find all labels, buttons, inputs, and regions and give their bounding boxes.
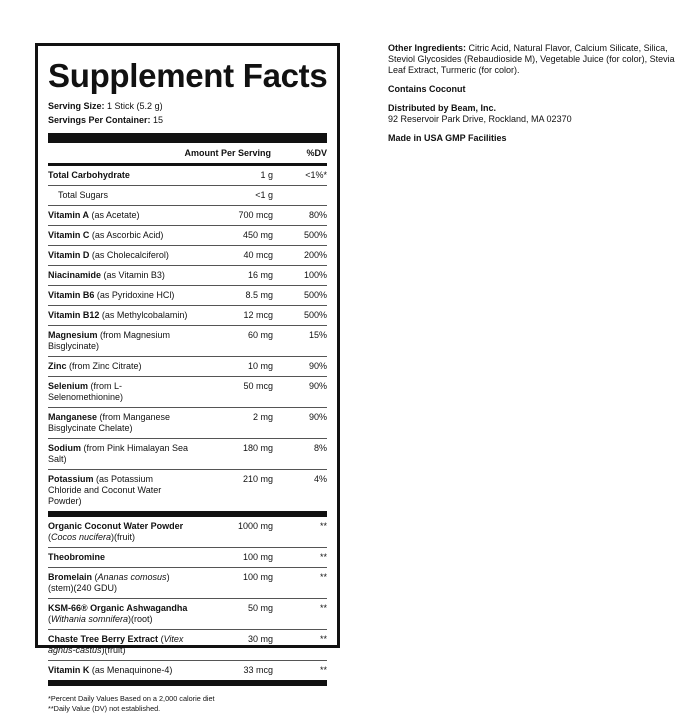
ingredient-latin-name: Cocos nucifera	[51, 532, 112, 542]
footnotes	[48, 694, 327, 714]
ingredient-name-bold: KSM-66® Organic Ashwagandha	[48, 603, 188, 613]
ingredient-name: Chaste Tree Berry Extract (Vitex agnus-castus)(fruit)	[48, 634, 184, 655]
nutrient-amount: 60 mg	[247, 330, 273, 340]
nutrient-source: (from L-Selenomethionine)	[48, 381, 124, 402]
ingredient-row	[48, 517, 327, 548]
nutrient-source: (as Potassium Chloride and Coconut Water Powder)	[48, 474, 162, 506]
nutrient-name-bold: Selenium	[48, 381, 89, 391]
ingredient-dv: **	[319, 572, 327, 582]
origin-statement	[388, 133, 678, 144]
nutrient-dv: 8%	[313, 443, 327, 453]
ingredient-name-bold: Bromelain	[48, 572, 93, 582]
nutrient-amount: 8.5 mg	[245, 290, 273, 300]
thick-divider	[48, 133, 327, 143]
ingredient-latin-name: Vitex agnus-castus	[48, 634, 184, 655]
nutrient-source: (as Vitamin B3)	[101, 270, 165, 280]
nutrient-source: (from Magnesium Bisglycinate)	[48, 330, 171, 351]
column-header-row	[48, 143, 327, 166]
ingredient-row	[48, 599, 327, 630]
label-info	[388, 43, 678, 152]
allergen-statement	[388, 84, 678, 95]
nutrient-name	[48, 250, 193, 261]
ingredient-name	[48, 665, 193, 676]
ingredient-part: (fruit)	[114, 532, 136, 542]
ingredient-amount: 50 mg	[247, 603, 273, 613]
nutrient-dv: <1%*	[305, 170, 327, 180]
nutrient-name	[48, 290, 193, 301]
nutrient-amount: 450 mg	[242, 230, 273, 240]
nutrient-row	[48, 166, 327, 186]
nutrient-name	[48, 361, 193, 372]
nutrient-row	[48, 186, 327, 206]
amount-column-header: Amount Per Serving	[184, 148, 271, 158]
serving-size-value: 1 Stick (5.2 g)	[107, 101, 163, 111]
ingredient-amount: 1000 mg	[237, 521, 273, 531]
nutrient-amount: 10 mg	[247, 361, 273, 371]
nutrient-name	[48, 412, 193, 434]
nutrient-amount: 1 g	[260, 170, 273, 180]
ingredient-name	[48, 552, 193, 563]
nutrient-row	[48, 266, 327, 286]
nutrient-name	[48, 443, 193, 465]
nutrient-name-bold: Zinc	[48, 361, 67, 371]
made-in-text: Made in USA GMP Facilities	[388, 133, 507, 143]
supplement-facts-panel	[35, 43, 340, 713]
nutrient-row	[48, 226, 327, 246]
nutrient-row	[48, 377, 327, 408]
nutrient-source: (from Pink Himalayan Sea Salt)	[48, 443, 189, 464]
footnote-percent-dv: *Percent Daily Values Based on a 2,000 calorie diet	[48, 694, 215, 703]
nutrient-amount: 700 mcg	[238, 210, 273, 220]
nutrient-source: (from Manganese Bisglycinate Chelate)	[48, 412, 171, 433]
ingredient-row	[48, 568, 327, 599]
nutrient-dv: 100%	[303, 270, 327, 280]
ingredient-row	[48, 548, 327, 568]
contains-text: Contains Coconut	[388, 84, 466, 94]
ingredient-amount: 100 mg	[242, 572, 273, 582]
ingredient-name-bold: Vitamin K	[48, 665, 90, 675]
distributor-address: 92 Reservoir Park Drive, Rockland, MA 02370	[388, 114, 572, 124]
nutrient-name-bold: Vitamin B6	[48, 290, 95, 300]
nutrient-dv: 200%	[303, 250, 327, 260]
nutrient-source: Total Sugars	[58, 190, 109, 200]
ingredient-dv: **	[319, 634, 327, 644]
ingredient-row	[48, 630, 327, 661]
nutrient-row	[48, 408, 327, 439]
other-ingredients-label: Other Ingredients:	[388, 43, 467, 53]
nutrient-name-bold: Niacinamide	[48, 270, 102, 280]
ingredient-dv: **	[319, 552, 327, 562]
nutrient-dv: 500%	[303, 230, 327, 240]
nutrient-name	[48, 381, 193, 403]
ingredient-dv: **	[319, 521, 327, 531]
ingredient-name-bold: Organic Coconut Water Powder	[48, 521, 184, 531]
nutrient-dv	[277, 190, 327, 201]
nutrient-row	[48, 357, 327, 377]
nutrient-amount: 210 mg	[242, 474, 273, 484]
dv-column-header: %DV	[306, 148, 327, 158]
servings-per-container	[48, 113, 327, 127]
nutrient-name-bold: Magnesium	[48, 330, 98, 340]
ingredient-part: (fruit)	[104, 645, 126, 655]
ingredient-latin-name: Withania somnifera	[51, 614, 128, 624]
ingredient-name: KSM-66® Organic Ashwagandha (Withania somnifera)(root)	[48, 603, 188, 624]
nutrient-dv: 500%	[303, 310, 327, 320]
nutrient-dv: 90%	[308, 381, 327, 391]
serving-size	[48, 99, 327, 113]
ingredient-list	[48, 517, 327, 680]
nutrient-name-bold: Vitamin C	[48, 230, 90, 240]
nutrient-name-bold: Vitamin B12	[48, 310, 100, 320]
nutrient-name-bold: Manganese	[48, 412, 98, 422]
distributor	[388, 103, 678, 125]
nutrient-row	[48, 470, 327, 511]
nutrient-name-bold: Total Carbohydrate	[48, 170, 130, 180]
nutrient-list	[48, 166, 327, 511]
nutrient-name-bold: Vitamin A	[48, 210, 90, 220]
nutrient-amount: 12 mcg	[243, 310, 273, 320]
ingredient-name: Organic Coconut Water Powder (Cocos nucifera)(fruit)	[48, 521, 184, 542]
distributor-name: Distributed by Beam, Inc.	[388, 103, 497, 113]
nutrient-dv: 500%	[303, 290, 327, 300]
nutrient-name	[48, 330, 193, 352]
nutrient-name	[48, 474, 193, 507]
nutrient-source: (as Cholecalciferol)	[89, 250, 169, 260]
nutrient-amount: 180 mg	[242, 443, 273, 453]
nutrient-name-bold: Potassium	[48, 474, 94, 484]
nutrient-source: (as Methylcobalamin)	[99, 310, 188, 320]
nutrient-amount: <1 g	[255, 190, 273, 200]
ingredient-part: (root)	[130, 614, 153, 624]
ingredient-latin-name: Ananas comosus	[97, 572, 167, 582]
nutrient-source: (from Zinc Citrate)	[66, 361, 142, 371]
nutrient-amount: 2 mg	[252, 412, 273, 422]
nutrient-amount: 16 mg	[247, 270, 273, 280]
nutrient-row	[48, 286, 327, 306]
nutrient-dv: 15%	[308, 330, 327, 340]
nutrient-name	[48, 210, 193, 221]
other-ingredients	[388, 43, 678, 76]
nutrient-name-bold: Sodium	[48, 443, 81, 453]
ingredient-name: Bromelain (Ananas comosus)(stem)(240 GDU)	[48, 572, 170, 593]
nutrient-name	[48, 310, 193, 321]
nutrient-row	[48, 439, 327, 470]
nutrient-name	[48, 190, 193, 201]
ingredient-part: (stem)(240 GDU)	[48, 583, 118, 593]
nutrient-source: (as Acetate)	[89, 210, 140, 220]
ingredient-amount: 30 mg	[247, 634, 273, 644]
ingredient-row	[48, 661, 327, 680]
ingredient-name-bold: Chaste Tree Berry Extract	[48, 634, 159, 644]
nutrient-source: (as Pyridoxine HCl)	[94, 290, 175, 300]
nutrient-name	[48, 230, 193, 241]
nutrient-row	[48, 206, 327, 226]
ingredient-name-bold: Theobromine	[48, 552, 106, 562]
nutrient-row	[48, 246, 327, 266]
nutrient-name-bold: Vitamin D	[48, 250, 90, 260]
serving-size-label: Serving Size:	[48, 101, 105, 111]
nutrient-dv: 80%	[308, 210, 327, 220]
ingredient-amount: 33 mcg	[243, 665, 273, 675]
nutrient-name	[48, 270, 193, 281]
nutrient-dv: 4%	[313, 474, 327, 484]
thick-divider	[48, 680, 327, 686]
nutrient-amount: 40 mcg	[243, 250, 273, 260]
nutrient-dv: 90%	[308, 361, 327, 371]
ingredient-dv: **	[319, 665, 327, 675]
nutrient-row	[48, 306, 327, 326]
nutrient-row	[48, 326, 327, 357]
ingredient-part: (as Menaquinone-4)	[89, 665, 173, 675]
panel-title: Supplement Facts	[48, 57, 328, 94]
nutrient-amount: 50 mcg	[243, 381, 273, 391]
ingredient-amount: 100 mg	[242, 552, 273, 562]
servings-value: 15	[153, 115, 164, 125]
servings-label: Servings Per Container:	[48, 115, 151, 125]
nutrient-source: (as Ascorbic Acid)	[89, 230, 164, 240]
other-ingredients-text: Citric Acid, Natural Flavor, Calcium Silicate, Silica, Steviol Glycosides (Rebaudioside M), Vegetable Juice (for color), Stevia Leaf Extract, Turmeric (for color).	[388, 43, 675, 75]
nutrient-dv: 90%	[308, 412, 327, 422]
nutrient-name	[48, 170, 193, 181]
ingredient-dv: **	[319, 603, 327, 613]
footnote-dv-not-established: **Daily Value (DV) not established.	[48, 704, 161, 713]
